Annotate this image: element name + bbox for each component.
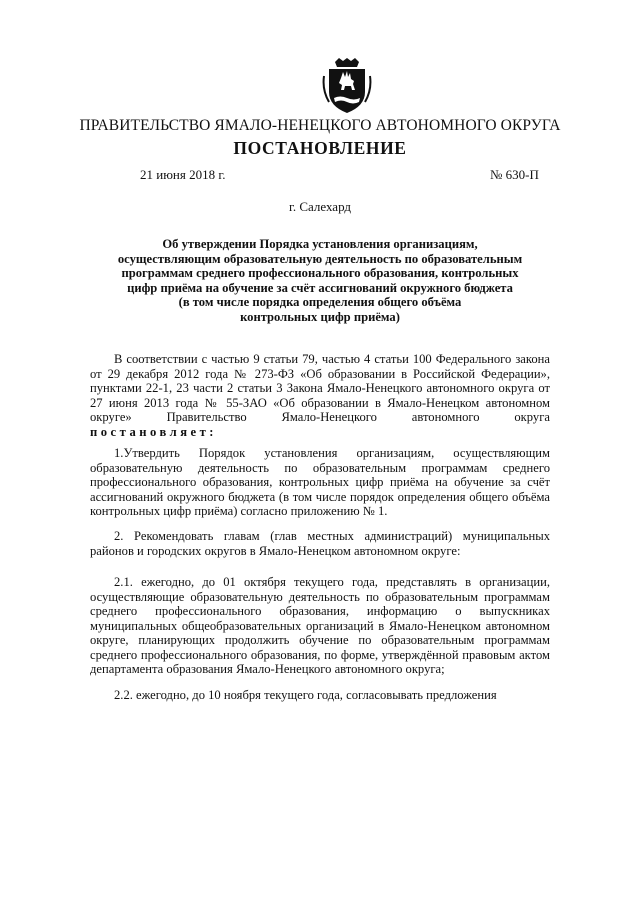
item-2-2-paragraph bbox=[90, 688, 550, 703]
item-2-1-text: 2.1. ежегодно, до 01 октября текущего года, представлять в организации, осуществляющие образовательную деятельность по образовательным программам среднего профессионального образования, информацию о выпускниках муниципальных общеобразовательных организаций в Ямало-Ненецком автономном округе, планирующих продолжить обучение по образовательным программам среднего профессионального образования, по форме, утверждённой правовым актом департамента образования Ямало-Ненецкого автономного округа; bbox=[90, 575, 550, 676]
item-1-text: 1.Утвердить Порядок установления организациям, осуществляющим образовательную деятельность по образовательным программам среднего профессионального образования, контрольных цифр приёма на обучение за счёт ассигнований окружного бюджета (в том числе порядок определения общего объёма контрольных цифр приёма) согласно приложению № 1. bbox=[90, 446, 550, 518]
title-line: программам среднего профессионального образования, контрольных bbox=[121, 266, 519, 280]
preamble-paragraph bbox=[90, 352, 550, 439]
document-date: 21 июня 2018 г. bbox=[140, 167, 226, 182]
title-line: (в том числе порядка определения общего объёма bbox=[178, 295, 462, 309]
preamble-text: В соответствии с частью 9 статьи 79, частью 4 статьи 100 Федерального закона от 29 декабря 2012 года № 273-ФЗ «Об образовании в Российской Федерации», пунктами 22-1, 23 части 2 статьи 3 Закона Ямало-Ненецкого автономного округа от 27 июня 2013 года № 55-ЗАО «Об образовании в Ямало-Ненецком автономном округе» Правительство Ямало-Ненецкого автономного округа bbox=[90, 352, 550, 424]
coat-of-arms-emblem bbox=[321, 58, 373, 114]
government-name: ПРАВИТЕЛЬСТВО ЯМАЛО-НЕНЕЦКОГО АВТОНОМНОГО ОКРУГА bbox=[79, 117, 561, 134]
document-number: № 630-П bbox=[490, 167, 539, 182]
document-title bbox=[90, 237, 550, 324]
resolves-word: постановляет: bbox=[90, 424, 218, 439]
item-1-paragraph bbox=[90, 446, 550, 519]
document-type-heading: ПОСТАНОВЛЕНИЕ bbox=[233, 138, 407, 158]
title-line: контрольных цифр приёма) bbox=[240, 309, 400, 324]
item-2-1-paragraph bbox=[90, 575, 550, 677]
item-2-2-text: 2.2. ежегодно, до 10 ноября текущего года, согласовывать предложения bbox=[114, 688, 497, 702]
title-line: осуществляющим образовательную деятельность по образовательным bbox=[117, 251, 523, 266]
title-line: цифр приёма на обучение за счёт ассигнований окружного бюджета bbox=[127, 280, 513, 295]
title-line: Об утверждении Порядка установления организациям, bbox=[162, 237, 478, 251]
item-2-paragraph bbox=[90, 529, 550, 558]
item-2-text: 2. Рекомендовать главам (глав местных администраций) муниципальных районов и городских округов в Ямало-Ненецком автономном округе: bbox=[90, 529, 550, 558]
issue-city: г. Салехард bbox=[288, 199, 352, 214]
